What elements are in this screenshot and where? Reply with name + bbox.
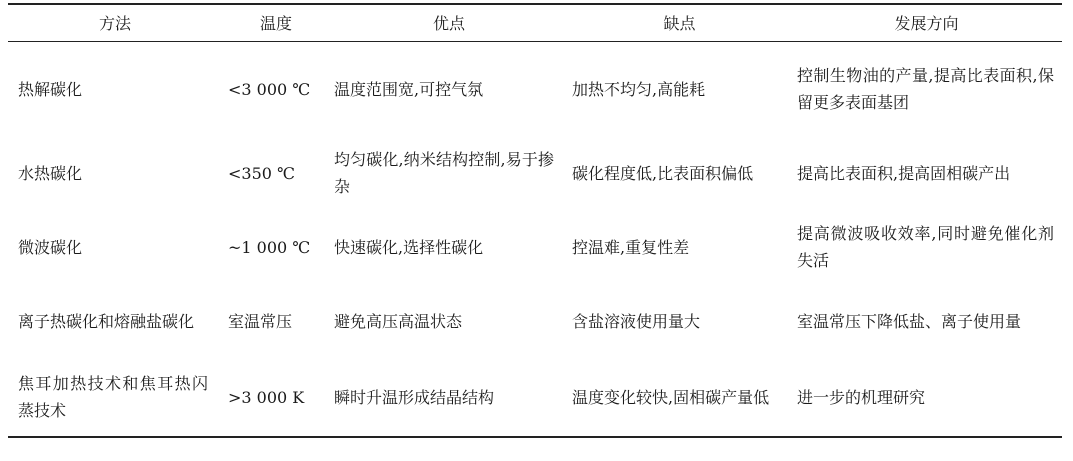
development-direction-cell (791, 210, 1062, 284)
temperature-cell (222, 42, 330, 137)
advantages-text: 避免高压高温状态 (334, 311, 463, 331)
method-text: 热解碳化 (18, 79, 83, 99)
disadvantages-cell (568, 42, 791, 137)
temperature-text: <3 000 ℃ (228, 79, 311, 99)
disadvantages-cell (568, 284, 791, 358)
header-disadvantages: 缺点 (663, 13, 696, 33)
disadvantages-cell (568, 210, 791, 284)
header-advantages: 优点 (432, 13, 465, 33)
table-row (8, 284, 1062, 358)
disadvantages-text: 含盐溶液使用量大 (572, 311, 701, 331)
table-row (8, 136, 1062, 210)
development-direction-cell (791, 136, 1062, 210)
method-cell (8, 358, 222, 437)
advantages-text: 瞬时升温形成结晶结构 (334, 387, 495, 407)
disadvantages-cell (568, 136, 791, 210)
table-row (8, 210, 1062, 284)
development-direction-cell (791, 284, 1062, 358)
header-development-direction: 发展方向 (894, 13, 959, 33)
development-direction-text: 提高比表面积,提高固相碳产出 (797, 163, 1011, 183)
method-text: 离子热碳化和熔融盐碳化 (18, 311, 195, 331)
advantages-cell (330, 136, 568, 210)
method-text: 水热碳化 (18, 163, 83, 183)
disadvantages-text: 控温难,重复性差 (572, 237, 690, 257)
table-row (8, 42, 1062, 137)
disadvantages-text: 温度变化较快,固相碳产量低 (572, 387, 770, 407)
advantages-cell (330, 42, 568, 137)
advantages-text: 快速碳化,选择性碳化 (334, 237, 484, 257)
carbonization-methods-table (8, 3, 1062, 438)
method-cell (8, 210, 222, 284)
disadvantages-text: 加热不均匀,高能耗 (572, 79, 706, 99)
temperature-text: 室温常压 (228, 311, 293, 331)
header-method: 方法 (98, 13, 131, 33)
development-direction-text: 控制生物油的产量,提高比表面积,保留更多表面基团 (797, 66, 1054, 112)
header-temperature: 温度 (259, 13, 292, 33)
advantages-cell (330, 358, 568, 437)
disadvantages-cell (568, 358, 791, 437)
disadvantages-text: 碳化程度低,比表面积偏低 (572, 163, 754, 183)
method-cell (8, 284, 222, 358)
advantages-cell (330, 210, 568, 284)
temperature-cell (222, 136, 330, 210)
temperature-text: ~1 000 ℃ (228, 237, 311, 257)
table-row (8, 358, 1062, 437)
temperature-text: >3 000 K (228, 387, 305, 407)
temperature-text: <350 ℃ (228, 163, 295, 183)
temperature-cell (222, 358, 330, 437)
method-text: 焦耳加热技术和焦耳热闪蒸技术 (18, 374, 208, 420)
comparison-table-container (8, 3, 1062, 438)
temperature-cell (222, 210, 330, 284)
development-direction-text: 进一步的机理研究 (797, 387, 926, 407)
method-cell (8, 136, 222, 210)
method-cell (8, 42, 222, 137)
development-direction-text: 室温常压下降低盐、离子使用量 (797, 311, 1022, 331)
development-direction-cell (791, 358, 1062, 437)
advantages-text: 均匀碳化,纳米结构控制,易于掺杂 (334, 150, 554, 196)
temperature-cell (222, 284, 330, 358)
advantages-text: 温度范围宽,可控气氛 (334, 79, 484, 99)
advantages-cell (330, 284, 568, 358)
development-direction-text: 提高微波吸收效率,同时避免催化剂失活 (797, 224, 1054, 270)
method-text: 微波碳化 (18, 237, 83, 257)
development-direction-cell (791, 42, 1062, 137)
table-header-row (8, 4, 1062, 42)
